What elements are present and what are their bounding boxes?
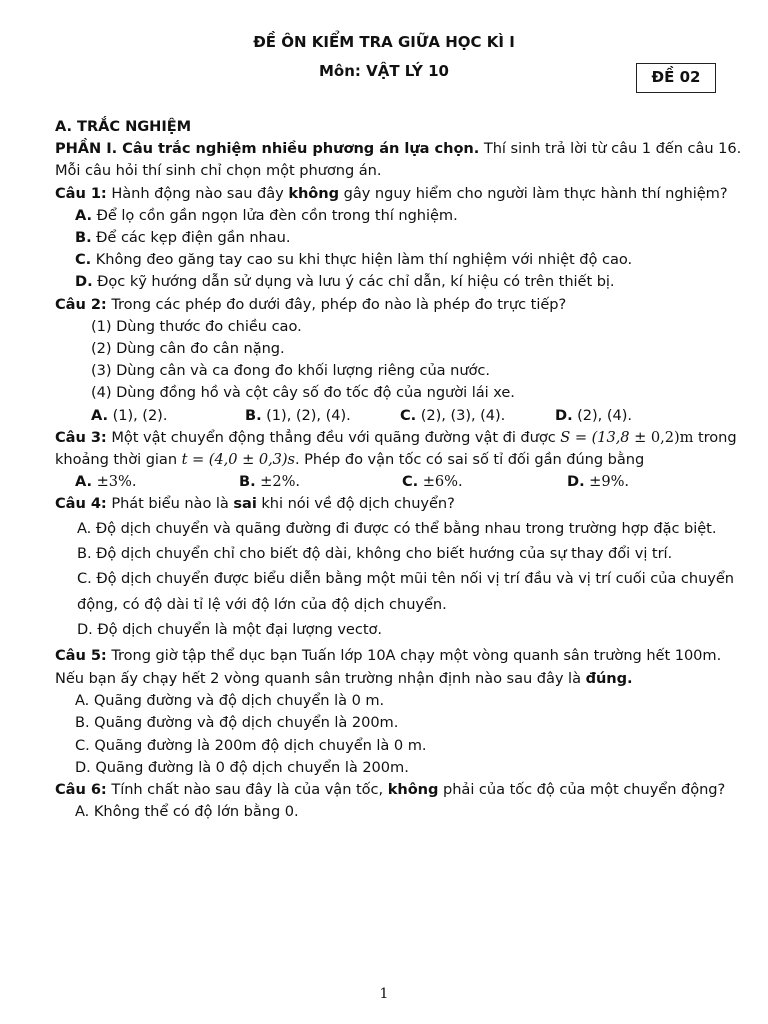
option-letter: A. [75, 206, 93, 224]
question-6-stem [55, 779, 745, 801]
question-2-item-1: (1) Dùng thước đo chiều cao. [91, 317, 302, 335]
exam-title: ĐỀ ÔN KIỂM TRA GIỮA HỌC KÌ I [253, 33, 515, 51]
option-letter: B. [239, 473, 256, 491]
option-letter: C. [402, 473, 419, 491]
option-text: ±6%. [418, 473, 463, 491]
question-5-option-a: A. Quãng đường và độ dịch chuyển là 0 m. [75, 692, 385, 710]
question-3-option-c [402, 471, 567, 493]
question-6-option-a: A. Không thể có độ lớn bằng 0. [75, 803, 299, 821]
question-4-stem [55, 493, 745, 515]
question-4-option-a: A. Độ dịch chuyển và quãng đường đi được có thể bằng nhau trong trường hợp đặc biệt. [77, 519, 717, 537]
question-1-option-a [55, 205, 745, 227]
page-number: 1 [379, 986, 389, 1002]
option-text: (2), (3), (4). [416, 406, 506, 424]
question-3-option-d [567, 471, 629, 493]
question-3-formula-s: S = (13,8 ± [560, 428, 647, 446]
option-letter: C. [400, 406, 417, 424]
option-text: Không đeo găng tay cao su khi thực hiện làm thí nghiệm với nhiệt độ cao. [91, 251, 633, 269]
question-5-option-d: D. Quãng đường là 0 độ dịch chuyển là 200m. [75, 758, 409, 776]
question-6-emphasis: không [387, 780, 439, 798]
question-2-option-c [400, 405, 555, 427]
question-2-stem [55, 294, 745, 316]
option-text: (1), (2). [108, 406, 168, 424]
question-2-option-b [245, 405, 400, 427]
question-1-option-c [55, 249, 745, 271]
question-1-emphasis: không [288, 184, 340, 202]
question-3-text-c: . Phép đo vận tốc có sai số tỉ đối gần đúng bằng [295, 451, 645, 469]
question-2-item-2: (2) Dùng cân đo cân nặng. [91, 340, 285, 358]
option-text: Đọc kỹ hướng dẫn sử dụng và lưu ý các chỉ dẫn, kí hiệu có trên thiết bị. [92, 273, 615, 291]
question-2-item-4: (4) Dùng đồng hồ và cột cây số đo tốc độ của người lái xe. [91, 384, 515, 402]
question-3-text-a: Một vật chuyển động thẳng đều với quãng đường vật đi được [106, 428, 561, 446]
question-6-label: Câu 6: [55, 780, 107, 798]
option-text: (1), (2), (4). [261, 406, 351, 424]
option-letter: C. [75, 251, 92, 269]
question-5-option-b: B. Quãng đường và độ dịch chuyển là 200m. [75, 714, 399, 732]
question-2-item-3: (3) Dùng cân và ca đong đo khối lượng riêng của nước. [91, 362, 490, 380]
option-letter: D. [567, 473, 585, 491]
question-6-text-b: phải của tốc độ của một chuyển động? [438, 780, 726, 798]
option-text: Để các kẹp điện gần nhau. [91, 229, 291, 247]
section-heading: A. TRẮC NGHIỆM [55, 118, 192, 135]
question-4-text-a: Phát biểu nào là [106, 495, 234, 513]
option-text: ±2%. [255, 473, 300, 491]
question-6-text-a: Tính chất nào sau đây là của vận tốc, [106, 780, 388, 798]
subject-title: Môn: VẬT LÝ 10 [319, 62, 449, 80]
question-1-option-d [55, 271, 745, 293]
question-3-option-a [75, 471, 239, 493]
question-5-stem [55, 644, 745, 690]
option-letter: D. [75, 273, 93, 291]
question-3-label: Câu 3: [55, 428, 107, 446]
question-3-formula-s-end: 0,2)m [650, 428, 694, 446]
option-text: (2), (4). [572, 406, 632, 424]
option-text: ±9%. [584, 473, 629, 491]
option-text: Để lọ cồn gần ngọn lửa đèn cồn trong thí nghiệm. [92, 206, 458, 224]
question-2-label: Câu 2: [55, 295, 107, 313]
part-label: PHẦN I. Câu trắc nghiệm nhiều phương án lựa chọn. [55, 140, 480, 158]
option-letter: A. [91, 406, 109, 424]
question-2-options [55, 405, 745, 427]
question-4-label: Câu 4: [55, 495, 107, 513]
question-2-option-d [555, 405, 632, 427]
option-letter: B. [75, 229, 92, 247]
question-5-label: Câu 5: [55, 647, 107, 665]
question-1-text-b: gây nguy hiểm cho người làm thực hành thí nghiệm? [339, 184, 728, 202]
question-4-option-b: B. Độ dịch chuyển chỉ cho biết độ dài, không cho biết hướng của sự thay đổi vị trí. [77, 544, 673, 562]
question-1-text-a: Hành động nào sau đây [106, 184, 289, 202]
question-5-option-c: C. Quãng đường là 200m độ dịch chuyển là 0 m. [75, 736, 427, 754]
question-4-emphasis: sai [233, 495, 257, 513]
exam-code-box: ĐỀ 02 [636, 63, 716, 93]
question-3-formula-t: t = (4,0 ± 0,3)s [181, 451, 295, 469]
question-2-option-a [91, 405, 245, 427]
option-letter: B. [245, 406, 262, 424]
part-intro [55, 138, 745, 182]
question-2-text: Trong các phép đo dưới đây, phép đo nào là phép đo trực tiếp? [106, 295, 567, 313]
option-letter: A. [75, 473, 93, 491]
question-3-stem [55, 427, 745, 471]
question-3-options [55, 471, 745, 493]
question-1-stem [55, 183, 745, 205]
question-4-text-b: khi nói về độ dịch chuyển? [256, 495, 455, 513]
exam-content [55, 116, 745, 823]
option-letter: D. [555, 406, 573, 424]
question-3-text-b: trong khoảng thời gian [55, 428, 737, 469]
question-5-text: Trong giờ tập thể dục bạn Tuấn lớp 10A chạy một vòng quanh sân trường hết 100m. Nếu bạn ấy chạy hết 2 vòng quanh sân trường nhận định nào sau đây là [55, 647, 722, 688]
question-1-option-b [55, 227, 745, 249]
option-text: ±3%. [92, 473, 137, 491]
question-3-option-b [239, 471, 402, 493]
question-5-emphasis: đúng. [585, 670, 633, 688]
question-4-option-d: D. Độ dịch chuyển là một đại lượng vectơ. [77, 620, 382, 638]
question-1-label: Câu 1: [55, 184, 107, 202]
part-text: Thí sinh trả lời từ câu 1 đến câu 16. Mỗi câu hỏi thí sinh chỉ chọn một phương án. [55, 140, 742, 180]
question-4-option-c: C. Độ dịch chuyển được biểu diễn bằng một mũi tên nối vị trí đầu và vị trí cuối của chuyển động, có độ dài tỉ lệ với độ lớn của độ dịch chuyển. [77, 570, 735, 613]
